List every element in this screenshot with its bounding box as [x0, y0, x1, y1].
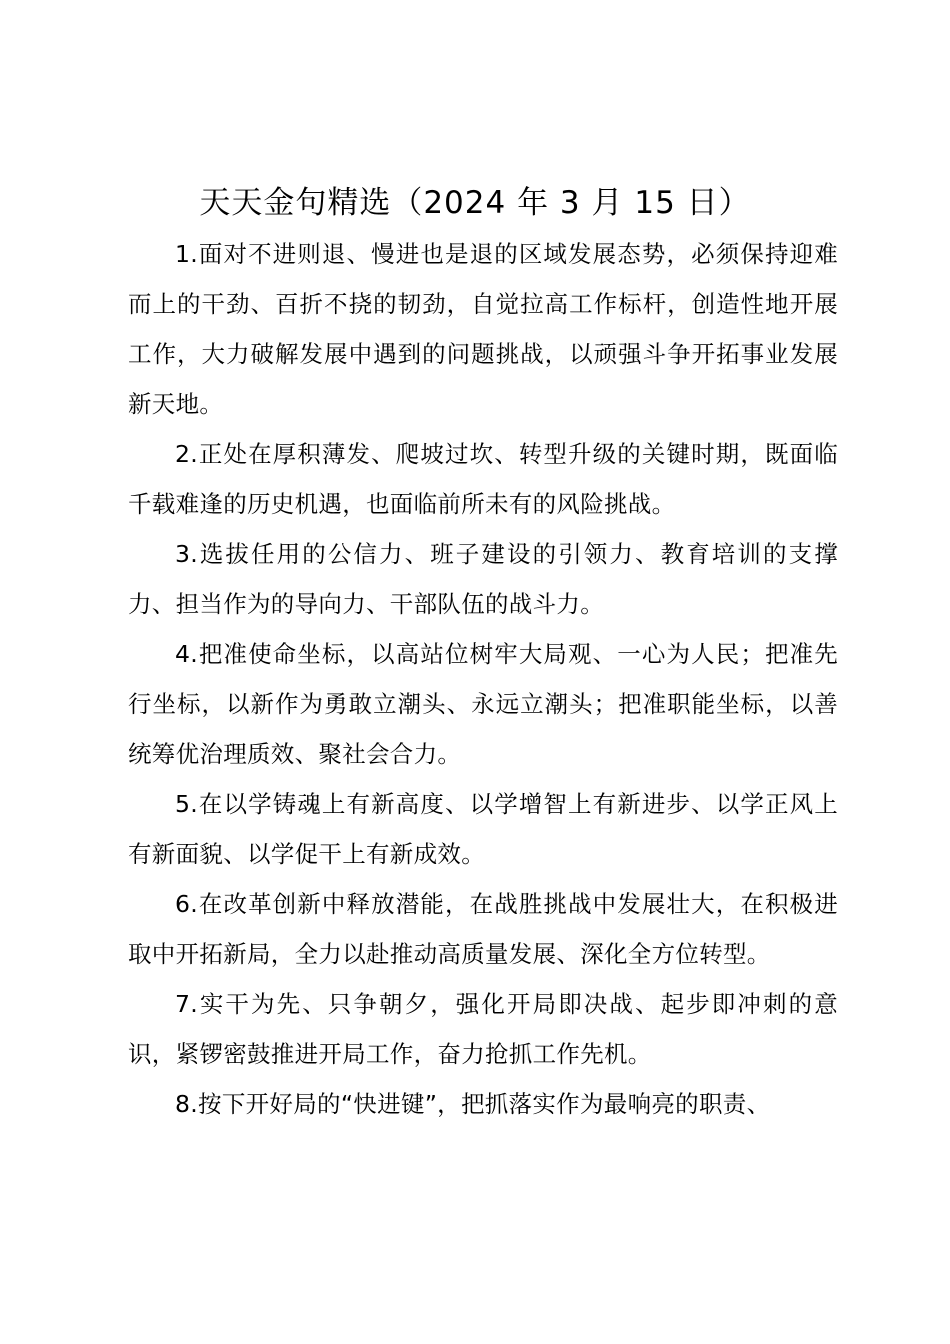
paragraph-2: 2.正处在厚积薄发、爬坡过坎、转型升级的关键时期，既面临千载难逢的历史机遇，也面临前所未有的风险挑战。 [128, 440, 838, 518]
paragraph-7: 7.实干为先、只争朝夕，强化开局即决战、起步即冲刺的意识，紧锣密鼓推进开局工作，奋力抢抓工作先机。 [128, 990, 838, 1068]
paragraph-1: 1.面对不进则退、慢进也是退的区域发展态势，必须保持迎难而上的干劲、百折不挠的韧劲，自觉拉高工作标杆，创造性地开展工作，大力破解发展中遇到的问题挑战，以顽强斗争开拓事业发展新天地。 [128, 240, 838, 418]
paragraph-5: 5.在以学铸魂上有新高度、以学增智上有新进步、以学正风上有新面貌、以学促干上有新成效。 [128, 790, 838, 868]
paragraph-3: 3.选拔任用的公信力、班子建设的引领力、教育培训的支撑力、担当作为的导向力、干部队伍的战斗力。 [128, 540, 838, 618]
paragraph-8: 8.按下开好局的“快进键”，把抓落实作为最响亮的职责、 [175, 1090, 771, 1118]
document-body [128, 229, 838, 1129]
paragraph-6: 6.在改革创新中释放潜能，在战胜挑战中发展壮大，在积极进取中开拓新局，全力以赴推动高质量发展、深化全方位转型。 [128, 890, 838, 968]
paragraph-4: 4.把准使命坐标，以高站位树牢大局观、一心为人民；把准先行坐标，以新作为勇敢立潮头、永远立潮头；把准职能坐标，以善统筹优治理质效、聚社会合力。 [128, 640, 838, 768]
document-title: 天天金句精选（2024 年 3 月 15 日） [199, 185, 751, 221]
